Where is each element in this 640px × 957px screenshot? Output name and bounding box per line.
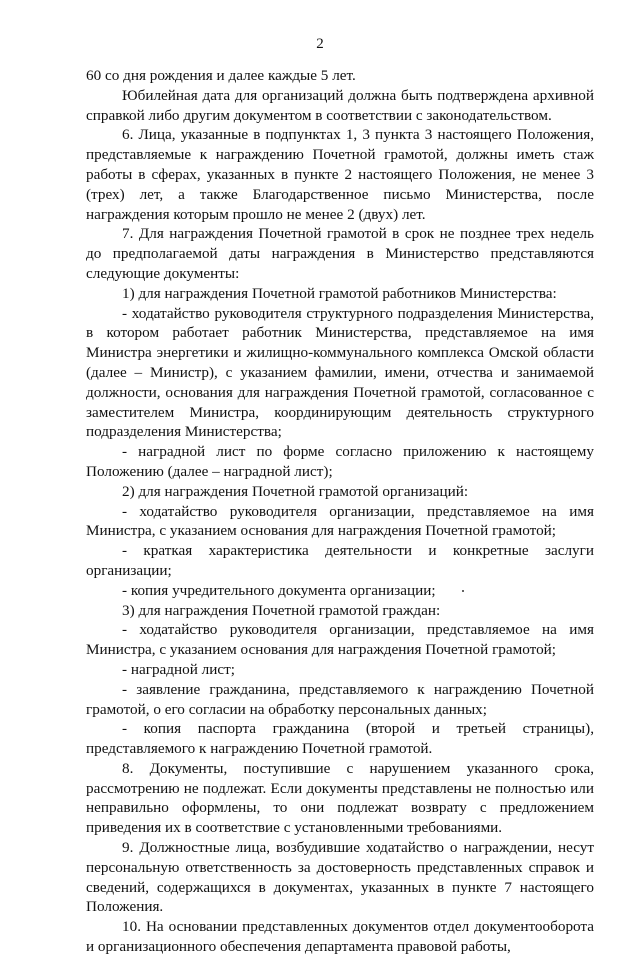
list-item: - краткая характеристика деятельности и конкретные заслуги организации; bbox=[86, 542, 594, 579]
scan-speck bbox=[462, 590, 464, 592]
paragraph: 2) для награждения Почетной грамотой организаций: bbox=[122, 482, 469, 500]
list-item: - ходатайство руководителя структурного подразделения Министерства, в котором работает работник Министерства, представляемое на имя Министра энергетики и жилищно-коммунального комплекса Омской области (далее – Министр), с указанием фамилии, имени, отчества и занимаемой должности, основания для награждения Почетной грамотой, согласованное с заместителем Министра, координирующим деятельность структурного подразделения Министерства; bbox=[86, 304, 594, 441]
paragraph: 7. Для награждения Почетной грамотой в срок не позднее трех недель до предполагаемой даты награждения в Министерство представляются следующие документы: bbox=[86, 225, 594, 282]
list-item: - копия учредительного документа организации; bbox=[122, 581, 436, 599]
paragraph: 8. Документы, поступившие с нарушением указанного срока, рассмотрению не подлежат. Если документы представлены не полностью или неправильно оформлены, то они подлежат возврату с предложением приведения их в соответствие с установленными требованиями. bbox=[86, 759, 594, 837]
paragraph: 6. Лица, указанные в подпунктах 1, 3 пункта 3 настоящего Положения, представляемые к награждению Почетной грамотой, должны иметь стаж работы в сферах, указанных в пункте 2 настоящего Положения, не менее 3 (трех) лет, а также Благодарственное письмо Министерства, после награждения которым прошло не менее 2 (двух) лет. bbox=[86, 126, 594, 223]
paragraph: 1) для награждения Почетной грамотой работников Министерства: bbox=[122, 284, 557, 302]
paragraph: 10. На основании представленных документов отдел документооборота и организационного обеспечения департамента правовой работы, bbox=[86, 918, 594, 956]
page-number: 2 bbox=[316, 36, 324, 52]
paragraph: 3) для награждения Почетной грамотой граждан: bbox=[122, 601, 441, 619]
paragraph: 9. Должностные лица, возбудившие ходатайство о награждении, несут персональную ответственность за достоверность представленных справок и сведений, содержащихся в документах, указанных в пункте 7 настоящего Положения. bbox=[86, 839, 594, 916]
list-item: - наградной лист; bbox=[122, 660, 235, 678]
list-item: - заявление гражданина, представляемого к награждению Почетной грамотой, о его согласии на обработку персональных данных; bbox=[86, 680, 594, 718]
document-body bbox=[86, 66, 594, 957]
list-item: - копия паспорта гражданина (второй и третьей страницы), представляемого к награждению Почетной грамотой. bbox=[86, 720, 594, 758]
list-item: - ходатайство руководителя организации, представляемое на имя Министра, с указанием основания для награждения Почетной грамотой; bbox=[86, 502, 594, 540]
list-item: - наградной лист по форме согласно приложению к настоящему Положению (далее – наградной лист); bbox=[86, 443, 594, 480]
list-item: - ходатайство руководителя организации, представляемое на имя Министра, с указанием основания для награждения Почетной грамотой; bbox=[86, 621, 594, 659]
paragraph: Юбилейная дата для организаций должна быть подтверждена архивной справкой либо другим документом в соответствии с законодательством. bbox=[86, 86, 594, 124]
paragraph: 60 со дня рождения и далее каждые 5 лет. bbox=[86, 67, 356, 84]
